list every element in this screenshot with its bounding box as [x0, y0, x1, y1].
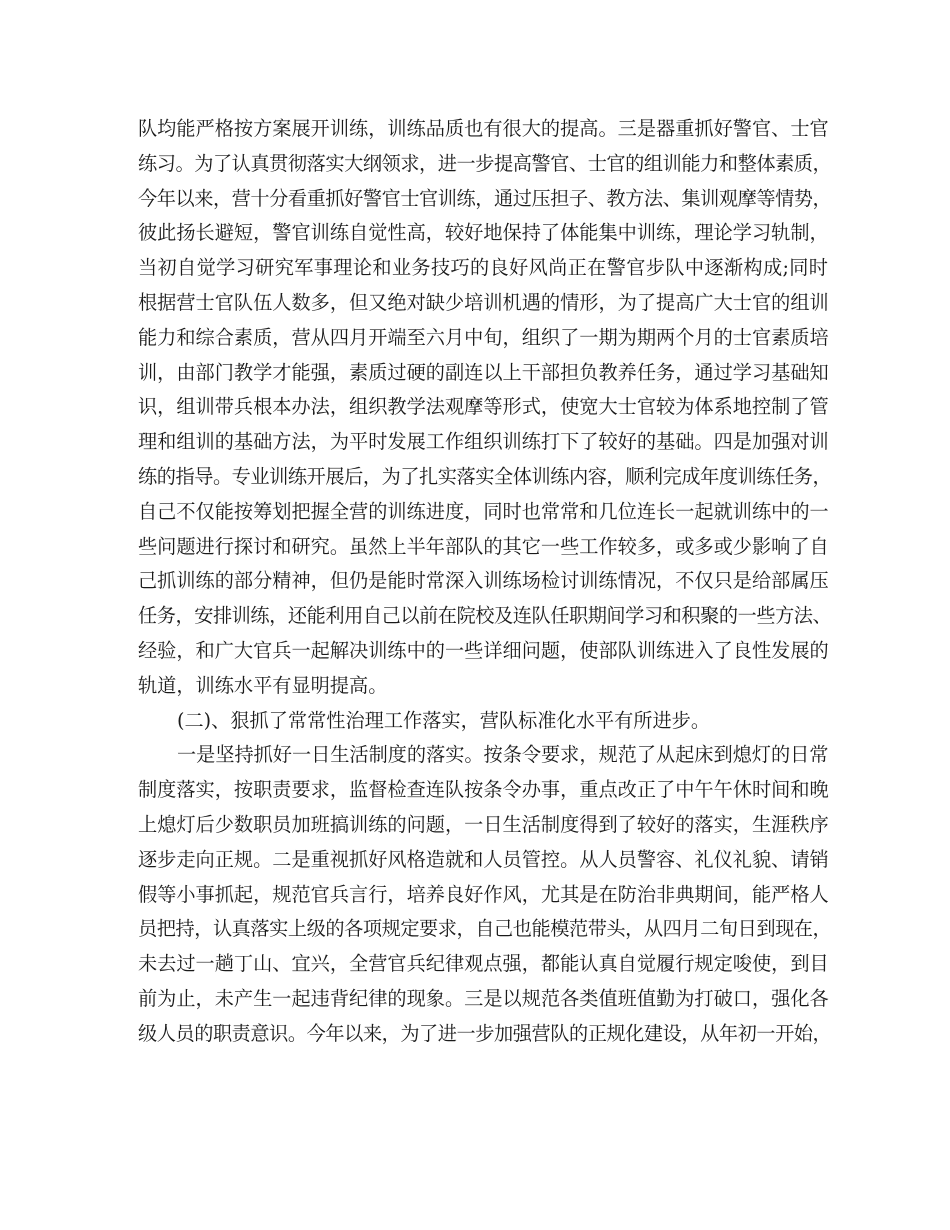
- text-line: 能力和综合素质，营从四月开端至六月中旬，组织了一期为期两个月的士官素质培: [138, 325, 829, 349]
- section-heading: (二)、狠抓了常常性治理工作落实，营队标准化水平有所进步。: [177, 708, 711, 732]
- text-line: 当初自觉学习研究军事理论和业务技巧的良好风尚正在警官步队中逐渐构成;同时: [138, 256, 828, 280]
- text-line: 制度落实，按职责要求，监督检查连队按条令办事，重点改正了中午午休时间和晚: [138, 778, 829, 802]
- text-line: 根据营士官队伍人数多，但又绝对缺少培训机遇的情形，为了提高广大士官的组训: [138, 290, 829, 314]
- text-line: 今年以来，营十分看重抓好警官士官训练，通过压担子、教方法、集训观摩等情势，: [138, 186, 832, 210]
- text-line: 前为止，未产生一起违背纪律的现象。三是以规范各类值班值勤为打破口，强化各: [138, 986, 829, 1010]
- text-line: 员把持，认真落实上级的各项规定要求，自己也能模范带头，从四月二旬日到现在，: [138, 917, 832, 941]
- text-line: 识，组训带兵根本办法，组织教学法观摩等形式，使宽大士官较为体系地控制了管: [138, 395, 829, 419]
- text-line: 练的指导。专业训练开展后，为了扎实落实全体训练内容，顺利完成年度训练任务，: [138, 464, 832, 488]
- text-line: 一是坚持抓好一日生活制度的落实。按条令要求，规范了从起床到熄灯的日常: [177, 743, 828, 767]
- text-line: 彼此扬长避短，警官训练自觉性高，较好地保持了体能集中训练，理论学习轨制，: [138, 221, 829, 245]
- text-line: 未去过一趟丁山、宜兴，全营官兵纪律观点强，都能认真自觉履行规定唆使，到目: [138, 952, 829, 976]
- text-line: 任务，安排训练，还能利用自己以前在院校及连队任职期间学习和积聚的一些方法、: [138, 604, 832, 628]
- text-line: 上熄灯后少数职员加班搞训练的问题，一日生活制度得到了较好的落实，生涯秩序: [138, 812, 829, 836]
- body-text: [138, 112, 832, 1052]
- text-line: 些问题进行探讨和研究。虽然上半年部队的其它一些工作较多，或多或少影响了自: [138, 534, 829, 558]
- text-line: 逐步走向正规。二是重视抓好风格造就和人员管控。从人员警容、礼仪礼貌、请销: [138, 847, 829, 871]
- text-line: 经验，和广大官兵一起解决训练中的一些详细问题，使部队训练进入了良性发展的: [138, 638, 829, 662]
- text-line: 理和组训的基础方法，为平时发展工作组织训练打下了较好的基础。四是加强对训: [138, 430, 829, 454]
- text-line: 级人员的职责意识。今年以来，为了进一步加强营队的正规化建设，从年初一开始，: [138, 1021, 832, 1045]
- text-line: 己抓训练的部分精神，但仍是能时常深入训练场检讨训练情况，不仅只是给部属压: [138, 569, 829, 593]
- text-line: 训，由部门教学才能强，素质过硬的副连以上干部担负教养任务，通过学习基础知: [138, 360, 829, 384]
- text-line: 自己不仅能按筹划把握全营的训练进度，同时也常常和几位连长一起就训练中的一: [138, 499, 829, 523]
- paragraph-end-line: 轨道，训练水平有显明提高。: [138, 673, 388, 697]
- text-line: 假等小事抓起，规范官兵言行，培养良好作风，尤其是在防治非典期间，能严格人: [138, 882, 829, 906]
- text-line: 练习。为了认真贯彻落实大纲领求，进一步提高警官、士官的组训能力和整体素质，: [138, 151, 832, 175]
- text-line: 队均能严格按方案展开训练，训练品质也有很大的提高。三是器重抓好警官、士官: [138, 117, 829, 140]
